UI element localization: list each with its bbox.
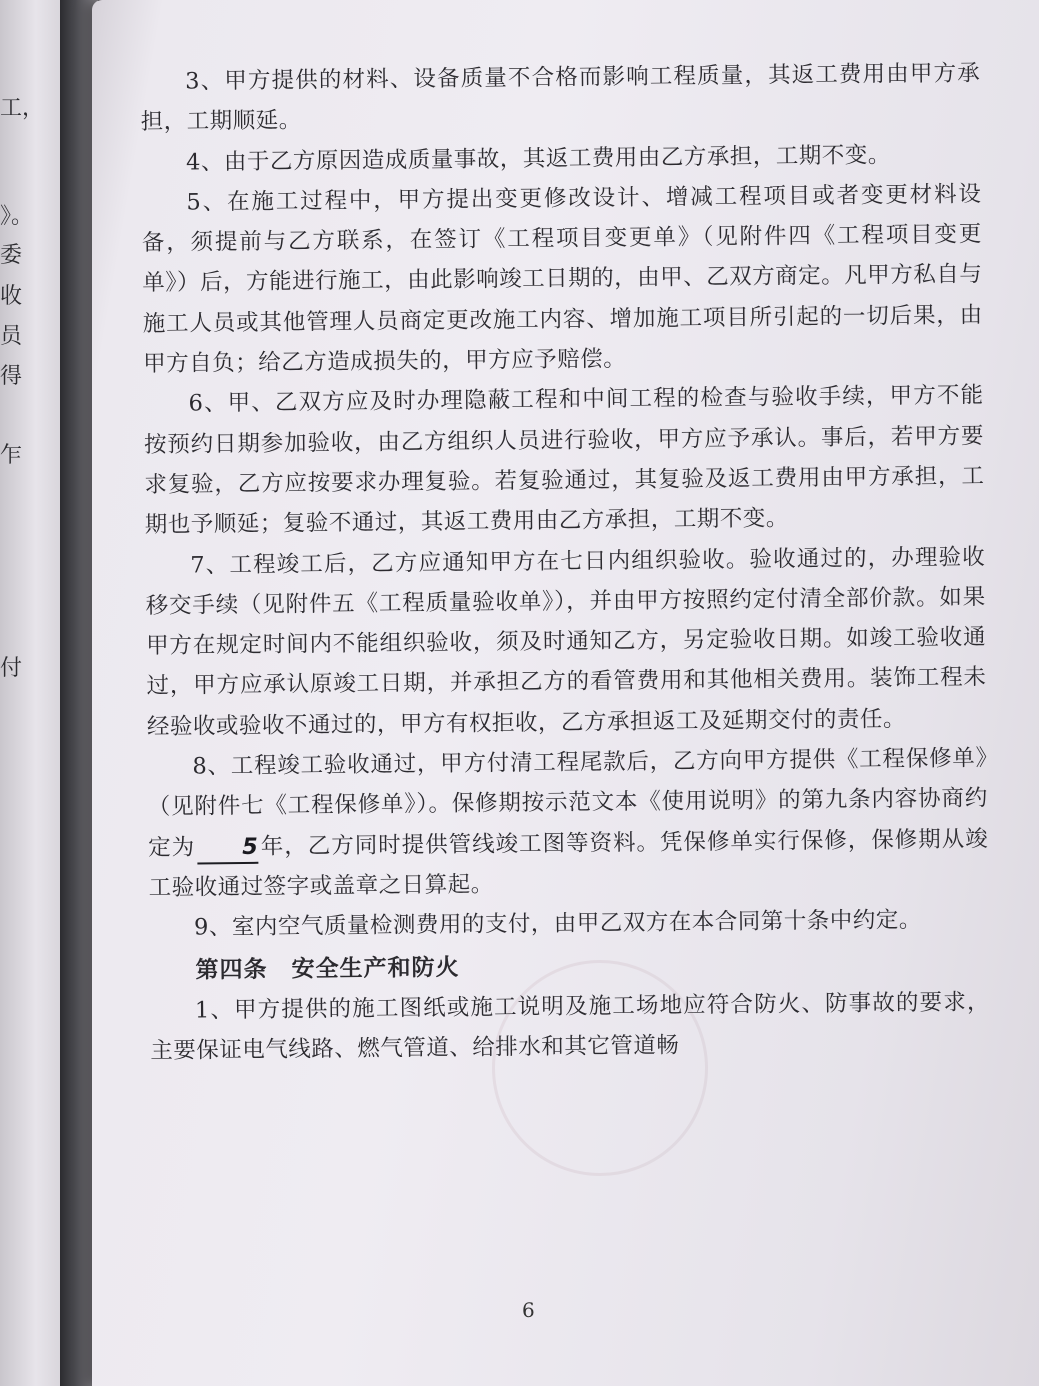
page-number: 6 xyxy=(522,1298,535,1322)
article-4-clause-1: 1、甲方提供的施工图纸或施工说明及施工场地应符合防火、防事故的要求，主要保证电气线路、燃气管道、给排水和其它管道畅 xyxy=(150,988,991,1065)
facing-page-fragment: 乍 xyxy=(0,443,23,468)
clause-4: 4、由于乙方原因造成质量事故，其返工费用由乙方承担，工期不变。 xyxy=(185,141,891,176)
contract-body xyxy=(140,53,991,1071)
facing-page-fragment: 收 xyxy=(0,284,23,309)
facing-page-fragment: 付 xyxy=(0,656,23,681)
clause-8-text-after: 年，乙方同时提供管线竣工图等资料。凭保修单实行保修，保修期从竣工验收通过签字或盖章之日算起。 xyxy=(148,825,989,901)
article-4-heading: 第四条 安全生产和防火 xyxy=(195,954,460,983)
handwritten-warranty-years: 5 xyxy=(197,831,258,864)
facing-page-fragment: 工， xyxy=(0,96,45,121)
clause-3: 3、甲方提供的材料、设备质量不合格而影响工程质量，其返工费用由甲方承担，工期顺延。 xyxy=(140,60,981,136)
clause-9: 9、室内空气质量检测费用的支付，由甲乙双方在本合同第十条中约定。 xyxy=(193,907,922,941)
facing-page-fragment: 》。 xyxy=(0,204,34,229)
facing-page-fragment: 得 xyxy=(0,364,23,389)
clause-8-text-before: 8、工程竣工验收通过，甲方付清工程尾款后，乙方向甲方提供《工程保修单》（见附件七《工程保修单》）。保修期按示范文本《使用说明》的第九条内容协商约定为 xyxy=(147,745,988,861)
clause-6: 6、甲、乙双方应及时办理隐蔽工程和中间工程的检查与验收手续，甲方不能按预约日期参加验收，由乙方组织人员进行验收，甲方应予承认。事后，若甲方要求复验，乙方应按要求办理复验。若复验通过，其复验及返工费用由甲方承担，工期也予顺延；复验不通过，其返工费用由乙方承担，工期不变。 xyxy=(143,382,985,539)
clause-5: 5、在施工过程中，甲方提出变更修改设计、增减工程项目或者变更材料设备，须提前与乙方联系，在签订《工程项目变更单》（见附件四《工程项目变更单》）后，方能进行施工，由此影响竣工日期的，由甲、乙双方商定。凡甲方私自与施工人员或其他管理人员商定更改施工内容、增加施工项目所引起的一切后果，由甲方自负；给乙方造成损失的，甲方应予赔偿。 xyxy=(141,181,983,378)
clause-7: 7、工程竣工后，乙方应通知甲方在七日内组织验收。验收通过的，办理验收移交手续（见附件五《工程质量验收单》），并由甲方按照约定付清全部价款。如果甲方在规定时间内不能组织验收，须及时通知乙方，另定验收日期。如竣工验收通过，甲方应承认原竣工日期，并承担乙方的看管费用和其他相关费用。装饰工程未经验收或验收不通过的，甲方有权拒收，乙方承担返工及延期交付的责任。 xyxy=(145,543,987,740)
facing-page xyxy=(0,0,60,1386)
facing-page-fragment: 员 xyxy=(0,324,23,349)
facing-page-fragment: 委 xyxy=(0,243,23,268)
document-page xyxy=(92,0,1039,1386)
clause-8 xyxy=(147,738,989,908)
